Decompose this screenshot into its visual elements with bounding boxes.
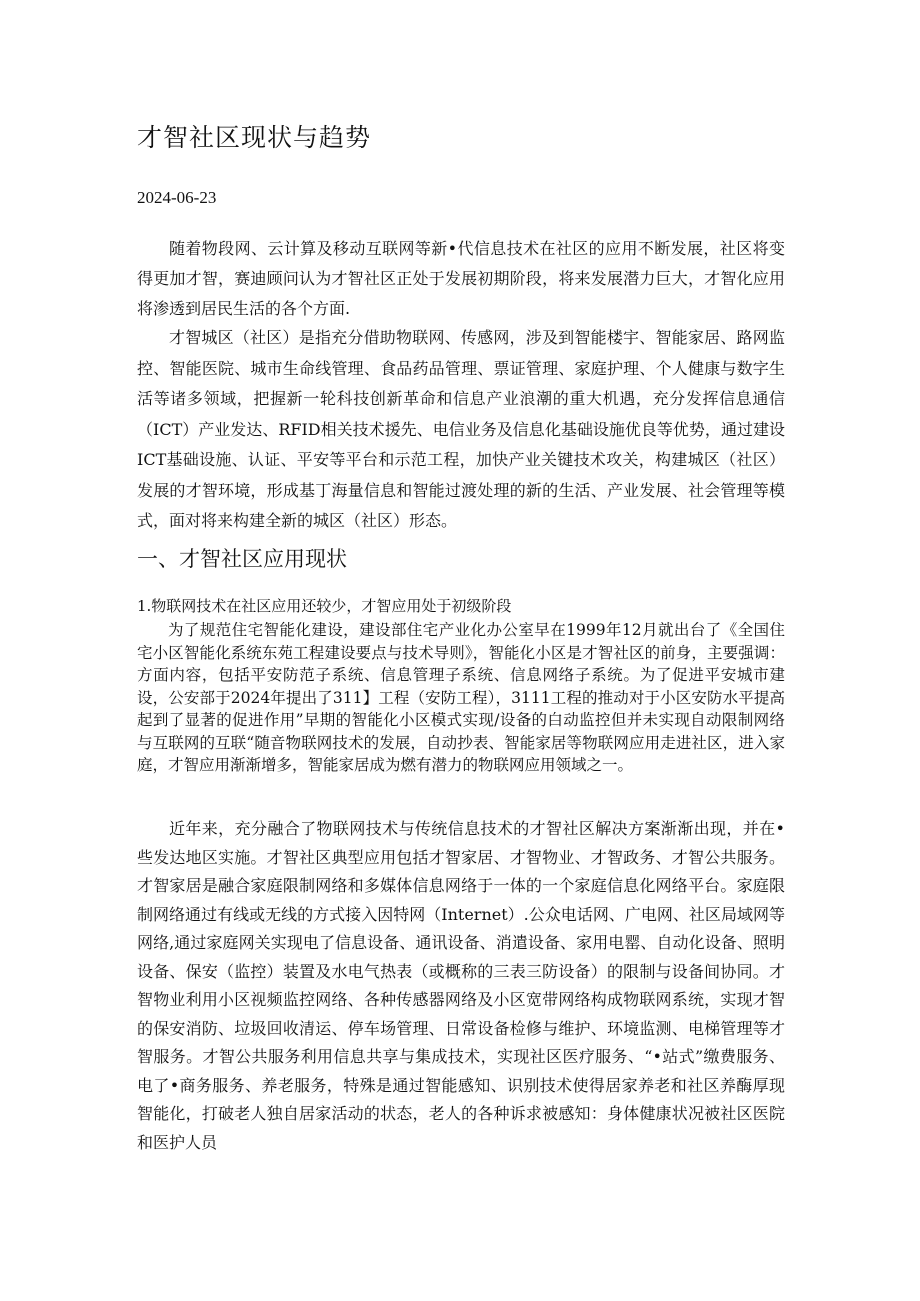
subsection-heading: 1.物联网技术在社区应用还较少，才智应用处于初级阶段	[137, 597, 512, 615]
section-heading: 一、才智社区应用现状	[137, 547, 347, 571]
publish-date: 2024-06-23	[137, 188, 217, 207]
solutions-paragraph: 近年来，充分融合了物联网技术与传统信息技术的才智社区解决方案渐渐出现，并在•些发达地区实施。才智社区典型应用包括才智家居、才智物业、才智政务、才智公共服务。才智家居是融合家庭限制网络和多媒体信息网络于一体的一个家庭信息化网络平台。家庭限制网络通过有线或无线的方式接入因特网（Internet）.公众电话网、广电网、社区局域网等网络,通过家庭网关实现电了信息设备、通讯设备、消遣设备、家用电罂、自动化设备、照明设备、保安（监控）装置及水电气热表（或概称的三表三防设备）的限制与设备间协同。才智物业利用小区视频监控网络、各种传感器网络及小区宽带网络构成物联网系统，实现才智的保安消防、垃圾回收清运、停车场管理、日常设备检修与维护、环境监测、电梯管理等才智服务。才智公共服务利用信息共享与集成技术，实现社区医疗服务、“•站式”缴费服务、电了•商务服务、养老服务，特殊是通过智能感知、识别技术使得居家养老和社区养酶厚现智能化，打破老人独自居家活动的状态，老人的各种诉求被感知：身体健康状况被社区医院和医护人员	[137, 819, 785, 1152]
history-paragraph: 为了规范住宅智能化建设，建设部住宅产业化办公室早在1999年12月就出台了《全国住宅小区智能化系统东苑工程建设要点与技术导则》，智能化小区是才智社区的前身，主要强调：方面内容，包括平安防范子系统、信息管理子系统、信息网络子系统。为了促进平安城市建设，公安部于2024年提出了311】工程（安防工程），3111工程的推动对于小区安防水平提高起到了显著的促进作用”早期的智能化小区模式实现/设备的白动监控但并未实现自动限制网络与互联网的互联“随音物联网技术的发展，自动抄表、智能家居等物联网应用走进社区，进入家庭，才智应用渐渐增多，智能家居成为燃有潜力的物联网应用领域之一。	[137, 621, 785, 774]
definition-paragraph: 才智城区（社区）是指充分借助物联网、传感网，涉及到智能楼宇、智能家居、路网监控、智能医院、城市生命线管理、食品药品管理、票证管理、家庭护理、个人健康与数字生活等诸多领域，把握新一轮科技创新革命和信息产业浪潮的重大机遇，充分发挥信息通信（ICT）产业发达、RFID相关技术援先、电信业务及信息化基础设施优良等优势，通过建设ICT基础设施、认证、平安等平台和示范工程，加快产业关键技术攻关，构建城区（社区）发展的才智环境，形成基丁海量信息和智能过渡处理的新的生活、产业发展、社会管理等模式，面对将来构建全新的城区（社区）形态。	[137, 328, 785, 530]
document-title: 才智社区现状与趋势	[137, 123, 372, 152]
intro-paragraph: 随着物段网、云计算及移动互联网等新•代信息技术在社区的应用不断发展，社区将变得更加才智，赛迪顾问认为才智社区正处于发展初期阶段，将来发展潜力巨大，才智化应用将渗透到居民生活的各个方面.	[137, 239, 785, 318]
